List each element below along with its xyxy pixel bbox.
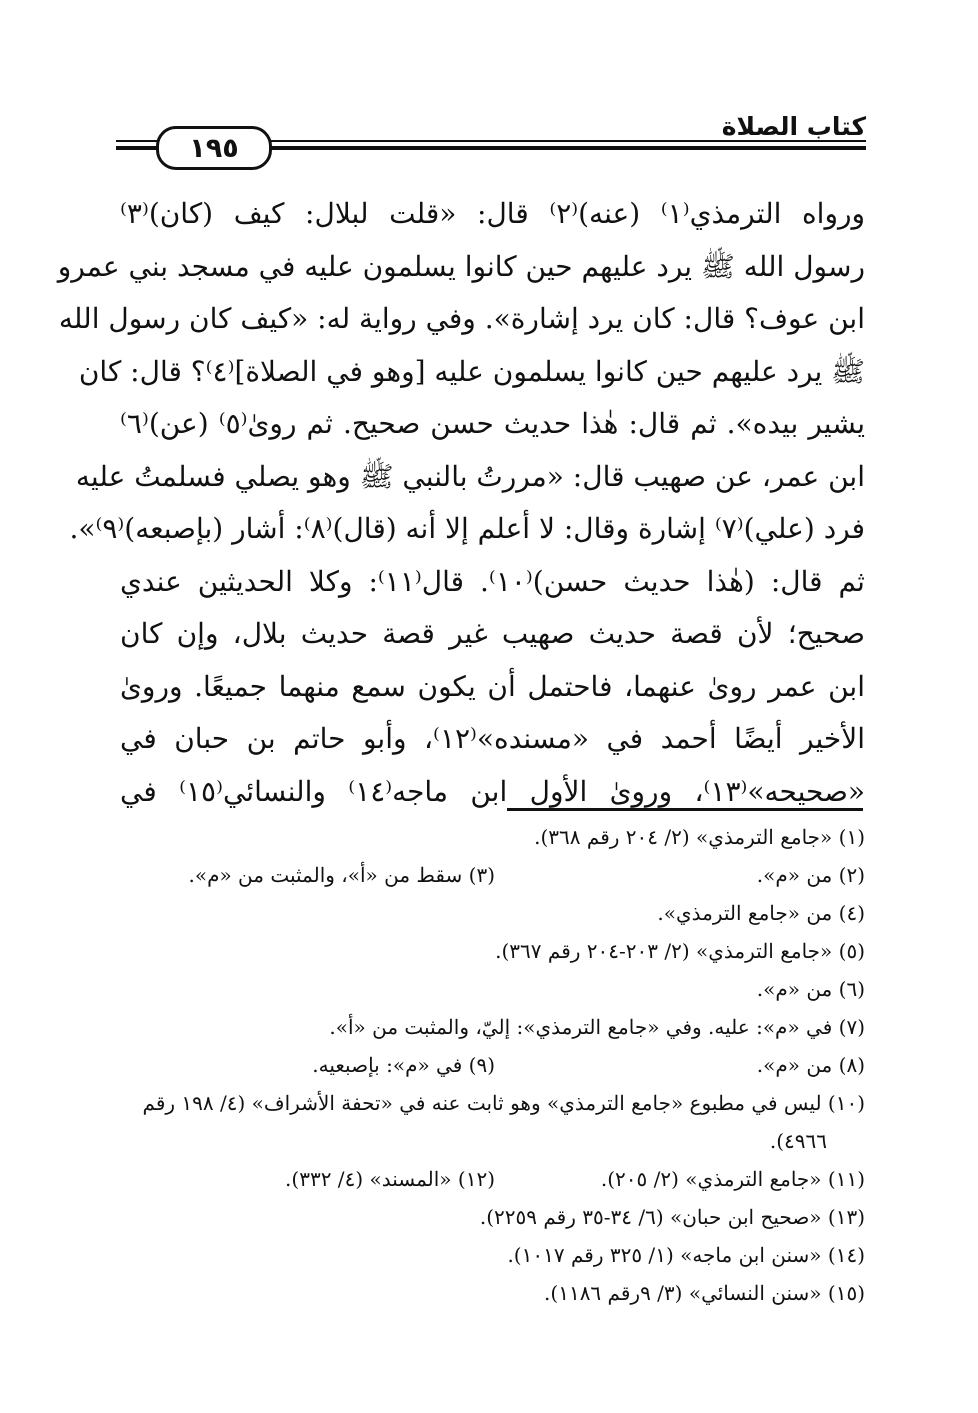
footnote: (٩) في «م»: بإصبعيه. (312, 1053, 495, 1077)
text-line: فرد (علي)⁽٧⁾ إشارة وقال: لا أعلم إلا أنه (قال)⁽٨⁾: أشار (بإصبعه)⁽٩⁾». (69, 512, 865, 545)
footnote: (٧) في «م»: عليه. وفي «جامع الترمذي»: إليّ، والمثبت من «أ». (329, 1015, 865, 1039)
footnote: (١٤) «سنن ابن ماجه» (١/ ٣٢٥ رقم ١٠١٧). (507, 1243, 865, 1267)
footnote-row (120, 932, 865, 970)
page-number: ١٩٥ (156, 126, 272, 170)
footnotes (120, 818, 865, 1312)
footnote-row (120, 1084, 865, 1122)
footnote: (٦) من «م». (756, 977, 865, 1001)
footnote: (١) «جامع الترمذي» (٢/ ٢٠٤ رقم ٣٦٨). (534, 825, 865, 849)
footnote: (١٣) «صحيح ابن حبان» (٦/ ٣٤-٣٥ رقم ٢٢٥٩). (479, 1205, 865, 1229)
footnote-row (120, 856, 865, 894)
footnote-row (120, 818, 865, 856)
footnote: (٨) من «م». (756, 1053, 865, 1077)
text-line: ثم قال: (هٰذا حديث حسن)⁽١٠⁾. قال⁽١١⁾: وكلا الحديثين عندي (120, 564, 865, 598)
footnote-row (120, 1274, 865, 1312)
text-line: ابن عمر روىٰ عنهما، فاحتمل أن يكون سمع منهما جميعًا. وروىٰ (120, 669, 865, 703)
footnote-separator (507, 808, 863, 811)
footnote-row (120, 1160, 865, 1198)
text-line: الأخير أيضًا أحمد في «مسنده»⁽١٢⁾، وأبو حاتم بن حبان في (120, 722, 865, 755)
text-line: رسول الله ﷺ يرد عليهم حين كانوا يسلمون عليه في مسجد بني عمرو (57, 249, 865, 283)
text-line: ﷺ يرد عليهم حين كانوا يسلمون عليه [وهو في الصلاة]⁽٤⁾؟ قال: كان (78, 354, 865, 388)
text-line: «صحيحه»⁽١٣⁾، وروىٰ الأول ابن ماجه⁽١٤⁾ والنسائي⁽١٥⁾ في (120, 774, 866, 808)
footnote: (٣) سقط من «أ»، والمثبت من «م». (188, 863, 495, 887)
footnote-row (120, 1008, 865, 1046)
footnote: (١٥) «سنن النسائي» (٣/ ٩رقم ١١٨٦). (544, 1281, 865, 1305)
footnote-row (120, 894, 865, 932)
footnote-row (120, 1236, 865, 1274)
footnote-row (120, 1198, 865, 1236)
footnote: (٤) من «جامع الترمذي». (657, 901, 865, 925)
footnote: (٥) «جامع الترمذي» (٢/ ٢٠٣-٢٠٤ رقم ٣٦٧). (495, 939, 865, 963)
footnote-continuation: ٤٩٦٦). (769, 1129, 827, 1153)
text-line: يشير بيده». ثم قال: هٰذا حديث حسن صحيح. ثم روىٰ⁽٥⁾ (عن)⁽٦⁾ (120, 407, 865, 440)
footnote: (١٠) ليس في مطبوع «جامع الترمذي» وهو ثابت عنه في «تحفة الأشراف» (٤/ ١٩٨ رقم (142, 1091, 865, 1115)
footnote: (١٢) «المسند» (٤/ ٣٣٢). (285, 1167, 495, 1191)
footnote-row (120, 1046, 865, 1084)
footnote-row (120, 970, 865, 1008)
footnote: (١١) «جامع الترمذي» (٢/ ٢٠٥). (600, 1167, 865, 1191)
text-line: ابن عمر، عن صهيب قال: «مررتُ بالنبي ﷺ وهو يصلي فسلمتُ عليه (75, 459, 865, 493)
text-line: ابن عوف؟ قال: كان يرد إشارة». وفي رواية له: «كيف كان رسول الله (58, 302, 865, 335)
text-line: ورواه الترمذي⁽١⁾ (عنه)⁽٢⁾ قال: «قلت لبلال: كيف (كان)⁽٣⁾ (120, 197, 866, 230)
running-title: كتاب الصلاة (721, 112, 866, 141)
footnote-row (120, 1122, 865, 1160)
footnote: (٢) من «م». (756, 863, 865, 887)
text-line: صحيح؛ لأن قصة حديث صهيب غير قصة حديث بلال، وإن كان (120, 617, 865, 650)
body-text (57, 188, 866, 818)
page-header (116, 112, 866, 168)
